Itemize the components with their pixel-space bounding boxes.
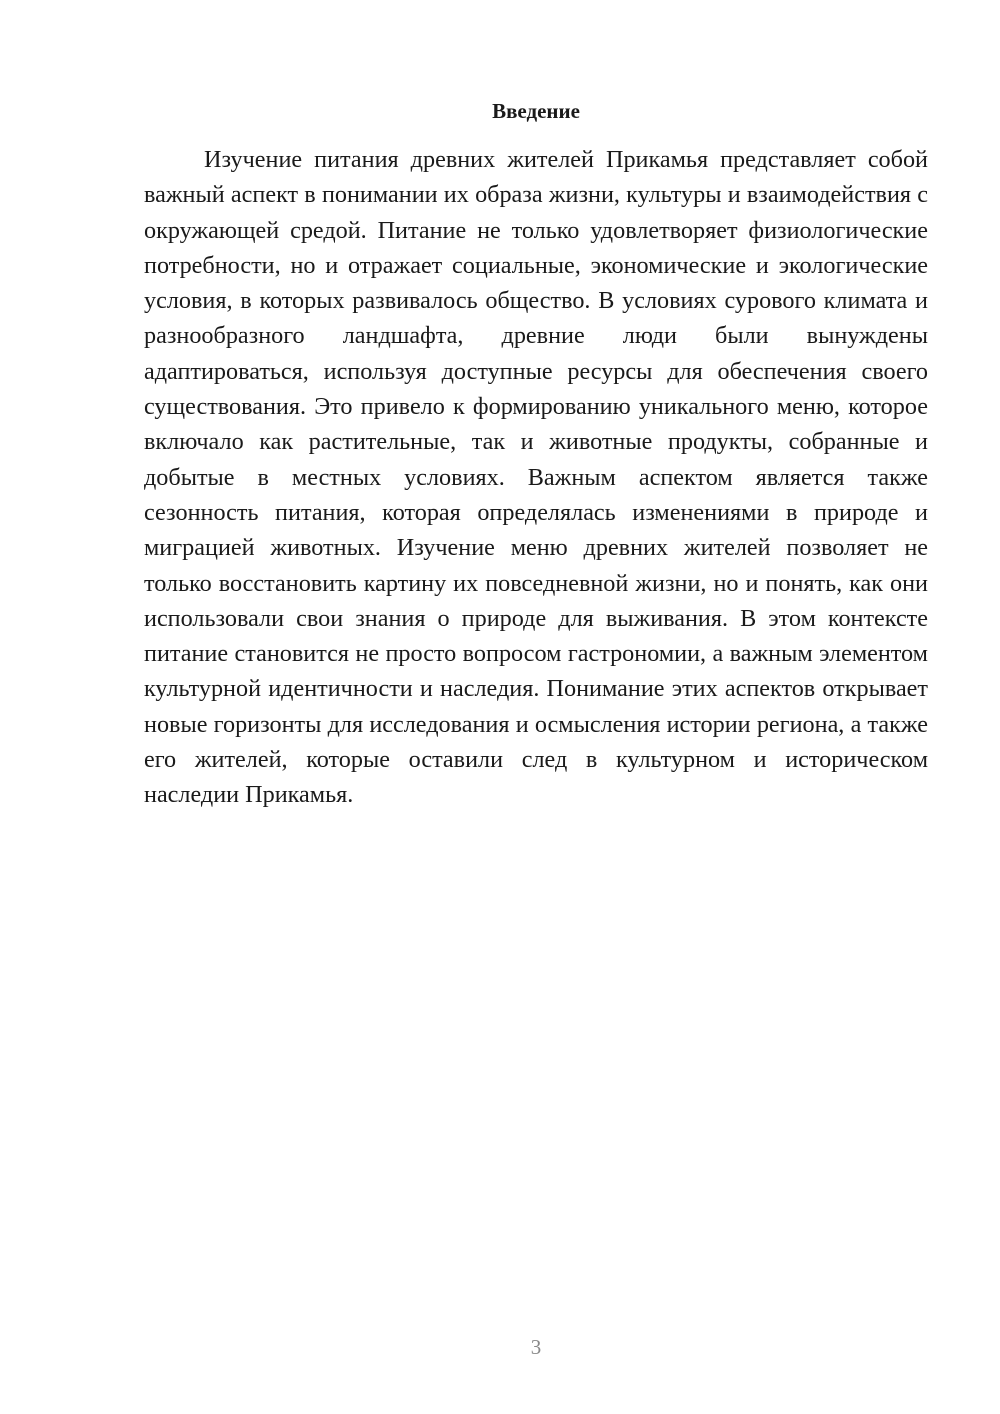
page-number: 3	[530, 1335, 542, 1359]
section-heading: Введение	[492, 99, 580, 123]
body-paragraph: Изучение питания древних жителей Прикамья представляет собой важный аспект в понимании их образа жизни, культуры и взаимодействия с окружающей средой. Питание не только удовлетворяет физиологические потребности, но и отражает социальные, экономические и экологические условия, в которых развивалось общество. В условиях сурового климата и разнообразного ландшафта, древние люди были вынуждены адаптироваться, используя доступные ресурсы для обеспечения своего существования. Это привело к формированию уникального меню, которое включало как растительные, так и животные продукты, собранные и добытые в местных условиях. Важным аспектом является также сезонность питания, которая определялась изменениями в природе и миграцией животных. Изучение меню древних жителей позволяет не только восстановить картину их повседневной жизни, но и понять, как они использовали свои знания о природе для выживания. В этом контексте питание становится не просто вопросом гастрономии, а важным элементом культурной идентичности и наследия. Понимание этих аспектов открывает новые горизонты для исследования и осмысления истории региона, а также его жителей, которые оставили след в культурном и историческом наследии Прикамья.	[144, 146, 928, 809]
